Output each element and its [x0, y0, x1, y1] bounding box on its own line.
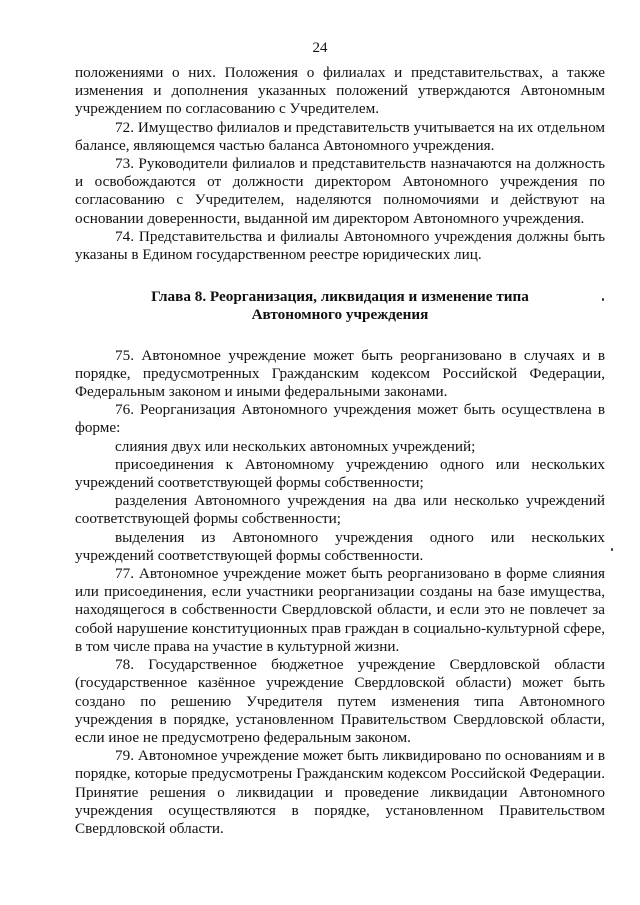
- list-item-division: разделения Автономного учреждения на два или несколько учреждений соответствующей формы собственности;: [75, 492, 605, 528]
- paragraph-79: 79. Автономное учреждение может быть ликвидировано по основаниям и в порядке, которые предусмотрены Гражданским кодексом Российской Федерации. Принятие решения о ликвидации и проведение ликвидации Автономного учреждения осуществляются в порядке, установленном Правительством Свердловской области.: [75, 747, 605, 837]
- paragraph-75: 75. Автономное учреждение может быть реорганизовано в случаях и в порядке, предусмотренных Гражданским кодексом Российской Федерации, Федеральным законом и иными федеральными законами.: [75, 346, 605, 401]
- scan-speck: [611, 548, 613, 551]
- paragraph-74: 74. Представительства и филиалы Автономного учреждения должны быть указаны в Едином государственном реестре юридических лиц.: [75, 227, 605, 264]
- document-body: [75, 64, 605, 838]
- list-item-separation: выделения из Автономного учреждения одного или нескольких учреждений соответствующей формы собственности.: [75, 528, 605, 564]
- paragraph-73: 73. Руководители филиалов и представительств назначаются на должность и освобождаются от должности директором Автономного учреждения по согласованию с Учредителем, наделяются полномочиями и действуют на основании доверенности, выданной им директором Автономного учреждения.: [75, 155, 605, 227]
- scan-speck: [602, 298, 604, 301]
- paragraph-76: 76. Реорганизация Автономного учреждения может быть осуществлена в форме:: [75, 401, 605, 437]
- paragraph-continuation: положениями о них. Положения о филиалах и представительствах, а также изменения и дополнения указанных положений утверждаются Автономным учреждением по согласованию с Учредителем.: [75, 64, 605, 118]
- chapter-heading: [75, 288, 605, 324]
- page-number: 24: [312, 40, 328, 56]
- chapter-heading-line1: Глава 8. Реорганизация, ликвидация и изменение типа: [151, 288, 529, 306]
- paragraph-77: 77. Автономное учреждение может быть реорганизовано в форме слияния или присоединения, если участники реорганизации созданы на базе имущества, находящегося в собственности Свердловской области, и если это не повлечет за собой нарушение конституционных прав граждан в социально-культурной сфере, в том числе права на участие в культурной жизни.: [75, 565, 605, 655]
- chapter-heading-line2: Автономного учреждения: [251, 306, 429, 324]
- paragraph-78: 78. Государственное бюджетное учреждение Свердловской области (государственное казённое учреждение Свердловской области) может быть создано по решению Учредителя путем изменения типа Автономного учреждения в порядке, установленном Правительством Свердловской области, если иное не предусмотрено федеральным законом.: [75, 656, 605, 746]
- list-item-accession: присоединения к Автономному учреждению одного или нескольких учреждений соответствующей формы собственности;: [75, 455, 605, 492]
- list-item-merger: слияния двух или нескольких автономных учреждений;: [115, 437, 476, 455]
- paragraph-72: 72. Имущество филиалов и представительств учитывается на их отдельном балансе, являющемся частью баланса Автономного учреждения.: [75, 118, 605, 154]
